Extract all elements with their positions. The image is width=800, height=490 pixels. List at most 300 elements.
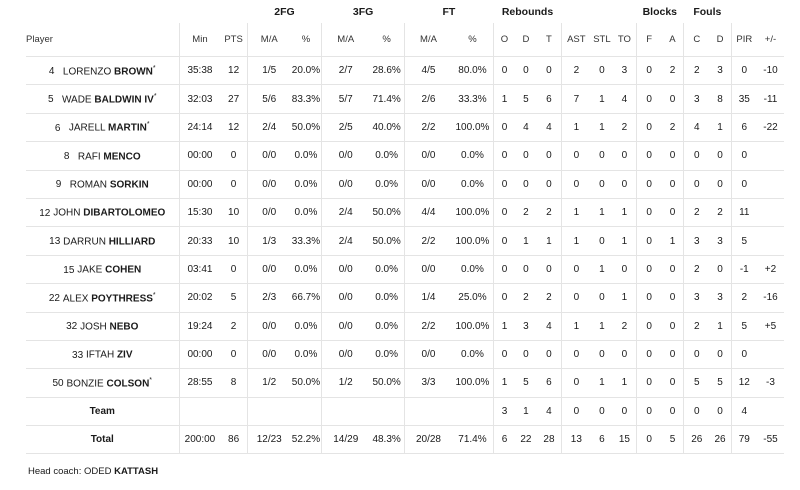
team-stat-fd: 0	[709, 397, 731, 425]
stat-a: 0	[662, 198, 684, 226]
stat-pts: 10	[220, 227, 247, 255]
team-stat-stl: 0	[591, 397, 614, 425]
col-to: TO	[613, 23, 636, 57]
stat-fg2-ma: 1/3	[247, 227, 290, 255]
stat-c: 2	[684, 255, 710, 283]
player-last-name[interactable]: DIBARTOLOMEO	[83, 207, 166, 219]
team-stat-d: 1	[515, 397, 537, 425]
stat-d: 2	[515, 198, 537, 226]
col-reb-d: D	[515, 23, 537, 57]
stat-to: 0	[613, 142, 636, 170]
stat-fg2-pct: 0.0%	[291, 170, 322, 198]
stat-a: 0	[662, 340, 684, 368]
total-stat-o: 6	[493, 426, 515, 454]
col-ft-pct: %	[452, 23, 493, 57]
stat-ft-ma: 2/6	[404, 85, 452, 113]
player-row	[26, 369, 784, 397]
stat-fg2-ma: 0/0	[247, 312, 290, 340]
player-last-name[interactable]: ZIV	[116, 349, 133, 361]
stat-ft-pct: 80.0%	[452, 57, 493, 85]
stat-ft-ma: 0/0	[404, 255, 452, 283]
stat-c: 2	[684, 57, 710, 85]
stat-fg2-pct: 0.0%	[291, 255, 322, 283]
player-row	[26, 227, 784, 255]
stat-ft-ma: 2/2	[404, 312, 452, 340]
player-cell	[26, 340, 179, 368]
stat-fg3-ma: 1/2	[322, 369, 370, 397]
stat-pts: 0	[220, 340, 247, 368]
stat-pm	[757, 340, 784, 368]
stat-to: 1	[613, 198, 636, 226]
player-first-name: DARRUN	[63, 236, 106, 248]
stat-to: 0	[613, 255, 636, 283]
stat-pm: -3	[757, 369, 784, 397]
stat-to: 2	[613, 113, 636, 141]
total-stat-c: 26	[684, 426, 710, 454]
stat-stl: 0	[591, 284, 614, 312]
player-number: 33	[72, 349, 84, 361]
stat-d: 5	[515, 85, 537, 113]
player-row	[26, 284, 784, 312]
stat-o: 0	[493, 142, 515, 170]
stat-stl: 0	[591, 57, 614, 85]
col-plus-minus: +/-	[757, 23, 784, 57]
player-first-name: JOHN	[53, 207, 81, 219]
stat-stl: 1	[591, 369, 614, 397]
player-cell	[26, 369, 179, 397]
stat-t: 1	[537, 227, 562, 255]
stat-pts: 0	[220, 142, 247, 170]
stat-pts: 8	[220, 369, 247, 397]
stat-d: 1	[515, 227, 537, 255]
stat-fg2-pct: 0.0%	[291, 340, 322, 368]
player-first-name: IFTAH	[86, 349, 115, 361]
starter-marker: *	[146, 121, 150, 129]
stat-d: 0	[515, 57, 537, 85]
stat-fg3-pct: 0.0%	[369, 284, 404, 312]
stat-f: 0	[636, 57, 662, 85]
stat-c: 4	[684, 113, 710, 141]
stat-o: 1	[493, 85, 515, 113]
stat-stl: 1	[591, 312, 614, 340]
player-last-name[interactable]: HILLIARD	[108, 236, 156, 248]
team-stat-ft-ma	[404, 397, 452, 425]
stat-pm	[757, 142, 784, 170]
player-number: 15	[63, 264, 75, 276]
stat-fg3-ma: 5/7	[322, 85, 370, 113]
stat-f: 0	[636, 142, 662, 170]
stat-o: 0	[493, 170, 515, 198]
player-first-name: ALEX	[62, 292, 89, 304]
player-cell	[26, 227, 179, 255]
stat-fg3-pct: 0.0%	[369, 340, 404, 368]
stat-c: 3	[684, 227, 710, 255]
stat-d: 0	[515, 142, 537, 170]
stat-f: 0	[636, 113, 662, 141]
player-last-name[interactable]: MARTIN	[108, 122, 147, 134]
stat-to: 1	[613, 284, 636, 312]
player-last-name[interactable]: NEBO	[109, 321, 139, 333]
total-stat-pir: 79	[731, 426, 757, 454]
stat-ast: 0	[562, 369, 591, 397]
stat-fg3-pct: 50.0%	[369, 369, 404, 397]
stat-ft-pct: 100.0%	[452, 369, 493, 397]
player-number: 4	[48, 65, 55, 77]
player-number: 9	[55, 179, 62, 191]
head-coach-last-name: KATTASH	[114, 466, 159, 477]
stat-f: 0	[636, 312, 662, 340]
stat-ft-pct: 100.0%	[452, 312, 493, 340]
stat-pm: +5	[757, 312, 784, 340]
col-3fg-ma: M/A	[322, 23, 370, 57]
stat-fg2-ma: 0/0	[247, 340, 290, 368]
stat-fg2-pct: 0.0%	[291, 198, 322, 226]
stat-fg2-pct: 50.0%	[291, 113, 322, 141]
total-stat-to: 15	[613, 426, 636, 454]
stat-ft-pct: 0.0%	[452, 340, 493, 368]
player-first-name: BONZIE	[66, 378, 104, 390]
player-row	[26, 57, 784, 85]
group-blocks: Blocks	[642, 5, 678, 18]
stat-fd: 8	[709, 85, 731, 113]
stat-t: 0	[537, 142, 562, 170]
player-row	[26, 340, 784, 368]
stat-ast: 1	[562, 227, 591, 255]
total-stat-f: 0	[636, 426, 662, 454]
stat-ast: 0	[562, 340, 591, 368]
player-last-name[interactable]: POYTHRESS	[91, 292, 153, 304]
stat-pts: 12	[220, 113, 247, 141]
stat-fg2-pct: 50.0%	[291, 369, 322, 397]
total-stat-ft-pct: 71.4%	[452, 426, 493, 454]
stat-c: 3	[684, 85, 710, 113]
col-ast: AST	[562, 23, 591, 57]
stat-pm: -10	[757, 57, 784, 85]
player-first-name: JOSH	[80, 321, 107, 333]
stat-o: 1	[493, 369, 515, 397]
stat-ft-ma: 0/0	[404, 340, 452, 368]
stat-stl: 1	[591, 113, 614, 141]
stat-ft-ma: 4/4	[404, 198, 452, 226]
stat-t: 0	[537, 170, 562, 198]
stat-a: 0	[662, 142, 684, 170]
stat-fg2-ma: 1/2	[247, 369, 290, 397]
team-stat-f: 0	[636, 397, 662, 425]
stat-t: 6	[537, 369, 562, 397]
player-last-name[interactable]: MENCO	[103, 151, 141, 163]
team-stat-pm	[757, 397, 784, 425]
player-last-name[interactable]: COLSON	[106, 378, 150, 390]
stat-fg2-ma: 0/0	[247, 255, 290, 283]
stat-pir: 0	[731, 142, 757, 170]
player-number: 50	[52, 378, 64, 390]
stat-fg3-ma: 2/5	[322, 113, 370, 141]
stat-c: 2	[684, 312, 710, 340]
col-stl: STL	[591, 23, 614, 57]
stat-ft-ma: 4/5	[404, 57, 452, 85]
stat-f: 0	[636, 369, 662, 397]
col-blk-a: A	[662, 23, 684, 57]
team-stat-fg2-pct	[291, 397, 322, 425]
stat-ast: 2	[562, 57, 591, 85]
head-coach	[28, 466, 158, 477]
stat-to: 1	[613, 369, 636, 397]
stat-ft-ma: 2/2	[404, 113, 452, 141]
stat-pm: -11	[757, 85, 784, 113]
stat-min: 15:30	[179, 198, 220, 226]
stat-fg3-pct: 0.0%	[369, 170, 404, 198]
stat-c: 0	[684, 340, 710, 368]
total-stat-fg2-ma: 12/23	[247, 426, 290, 454]
stat-t: 2	[537, 198, 562, 226]
stat-fg2-ma: 0/0	[247, 198, 290, 226]
player-cell	[26, 113, 179, 141]
stat-fd: 3	[709, 227, 731, 255]
stat-ast: 0	[562, 255, 591, 283]
stat-pir: 35	[731, 85, 757, 113]
team-label: Team	[26, 397, 179, 425]
stat-pm	[757, 198, 784, 226]
stat-fg3-ma: 0/0	[322, 255, 370, 283]
player-last-name[interactable]: COHEN	[105, 264, 142, 276]
stat-fg3-ma: 2/7	[322, 57, 370, 85]
col-reb-o: O	[493, 23, 515, 57]
total-stat-stl: 6	[591, 426, 614, 454]
col-ft-ma: M/A	[404, 23, 452, 57]
stat-fg3-ma: 0/0	[322, 142, 370, 170]
stat-fd: 0	[709, 255, 731, 283]
stat-fg2-pct: 83.3%	[291, 85, 322, 113]
stat-f: 0	[636, 255, 662, 283]
stat-fg3-pct: 28.6%	[369, 57, 404, 85]
stat-fd: 5	[709, 369, 731, 397]
player-cell	[26, 312, 179, 340]
stat-min: 32:03	[179, 85, 220, 113]
box-score-table	[26, 0, 784, 454]
stat-c: 5	[684, 369, 710, 397]
stat-fd: 2	[709, 198, 731, 226]
total-stat-a: 5	[662, 426, 684, 454]
stat-pm: -16	[757, 284, 784, 312]
stat-min: 03:41	[179, 255, 220, 283]
group-ft: FT	[442, 5, 456, 18]
stat-min: 00:00	[179, 142, 220, 170]
group-2fg: 2FG	[274, 5, 295, 18]
stat-o: 0	[493, 340, 515, 368]
stat-pts: 0	[220, 255, 247, 283]
stat-o: 0	[493, 284, 515, 312]
stat-ft-pct: 0.0%	[452, 170, 493, 198]
stat-o: 0	[493, 198, 515, 226]
stat-a: 0	[662, 170, 684, 198]
column-header-row	[26, 23, 784, 57]
stat-to: 4	[613, 85, 636, 113]
col-2fg-pct: %	[291, 23, 322, 57]
total-row	[26, 426, 784, 454]
stat-ast: 1	[562, 198, 591, 226]
stat-fg3-ma: 0/0	[322, 284, 370, 312]
player-cell	[26, 142, 179, 170]
stat-ft-pct: 33.3%	[452, 85, 493, 113]
player-first-name: LORENZO	[62, 65, 112, 77]
stat-t: 0	[537, 340, 562, 368]
stat-pts: 10	[220, 198, 247, 226]
stat-fg3-pct: 50.0%	[369, 198, 404, 226]
team-stat-fg3-pct	[369, 397, 404, 425]
stat-ast: 0	[562, 142, 591, 170]
stat-ft-pct: 100.0%	[452, 227, 493, 255]
team-row	[26, 397, 784, 425]
col-2fg-ma: M/A	[247, 23, 290, 57]
head-coach-label: Head coach:	[28, 466, 82, 477]
col-fouls-d: D	[709, 23, 731, 57]
stat-ft-ma: 1/4	[404, 284, 452, 312]
player-row	[26, 113, 784, 141]
stat-t: 2	[537, 284, 562, 312]
stat-fg2-pct: 0.0%	[291, 142, 322, 170]
stat-fd: 1	[709, 312, 731, 340]
stat-ast: 1	[562, 113, 591, 141]
stat-c: 2	[684, 198, 710, 226]
stat-d: 0	[515, 170, 537, 198]
stat-fg2-ma: 2/3	[247, 284, 290, 312]
stat-a: 2	[662, 113, 684, 141]
stat-fg2-ma: 0/0	[247, 142, 290, 170]
stat-c: 0	[684, 142, 710, 170]
stat-ft-ma: 2/2	[404, 227, 452, 255]
stat-fg3-pct: 0.0%	[369, 312, 404, 340]
team-stat-o: 3	[493, 397, 515, 425]
team-stat-a: 0	[662, 397, 684, 425]
stat-o: 0	[493, 227, 515, 255]
head-coach-first-name: ODED	[83, 466, 112, 477]
stat-fd: 3	[709, 284, 731, 312]
stat-stl: 1	[591, 198, 614, 226]
starter-marker: *	[149, 376, 153, 384]
stat-min: 20:33	[179, 227, 220, 255]
stat-f: 0	[636, 85, 662, 113]
player-number: 8	[63, 151, 70, 163]
stat-fg2-ma: 5/6	[247, 85, 290, 113]
stat-fd: 0	[709, 142, 731, 170]
stat-c: 3	[684, 284, 710, 312]
stat-pir: 0	[731, 57, 757, 85]
stat-f: 0	[636, 170, 662, 198]
stat-fg2-pct: 66.7%	[291, 284, 322, 312]
stat-fg3-pct: 0.0%	[369, 255, 404, 283]
stat-fg2-pct: 33.3%	[291, 227, 322, 255]
team-stat-ast: 0	[562, 397, 591, 425]
stat-a: 0	[662, 312, 684, 340]
stat-to: 1	[613, 227, 636, 255]
stat-to: 2	[613, 312, 636, 340]
col-pir: PIR	[731, 23, 757, 57]
stat-fd: 3	[709, 57, 731, 85]
stat-d: 0	[515, 255, 537, 283]
stat-to: 0	[613, 340, 636, 368]
starter-marker: *	[153, 92, 157, 100]
team-stat-t: 4	[537, 397, 562, 425]
stat-fg3-pct: 0.0%	[369, 142, 404, 170]
player-number: 13	[49, 236, 61, 248]
stat-fd: 0	[709, 340, 731, 368]
stat-t: 6	[537, 85, 562, 113]
player-last-name[interactable]: BROWN	[114, 65, 153, 77]
stat-pir: 5	[731, 312, 757, 340]
stat-pts: 27	[220, 85, 247, 113]
col-3fg-pct: %	[369, 23, 404, 57]
player-cell	[26, 198, 179, 226]
team-stat-fg2-ma	[247, 397, 290, 425]
col-min: Min	[179, 23, 220, 57]
stat-min: 20:02	[179, 284, 220, 312]
stat-stl: 0	[591, 340, 614, 368]
stat-ft-ma: 0/0	[404, 142, 452, 170]
stat-to: 0	[613, 170, 636, 198]
stat-ast: 7	[562, 85, 591, 113]
stat-fg3-pct: 40.0%	[369, 113, 404, 141]
stat-pm	[757, 227, 784, 255]
stat-t: 0	[537, 57, 562, 85]
stat-a: 0	[662, 284, 684, 312]
stat-o: 0	[493, 113, 515, 141]
stat-ast: 1	[562, 312, 591, 340]
stat-o: 0	[493, 57, 515, 85]
stat-pir: 12	[731, 369, 757, 397]
stat-stl: 1	[591, 255, 614, 283]
stat-d: 3	[515, 312, 537, 340]
stat-f: 0	[636, 284, 662, 312]
team-stat-min	[179, 397, 220, 425]
player-number: 6	[54, 122, 61, 134]
stat-min: 28:55	[179, 369, 220, 397]
player-number: 22	[48, 292, 60, 304]
total-stat-min: 200:00	[179, 426, 220, 454]
stat-ft-pct: 25.0%	[452, 284, 493, 312]
player-first-name: WADE	[61, 94, 92, 106]
stat-fg3-ma: 0/0	[322, 340, 370, 368]
player-cell	[26, 57, 179, 85]
player-last-name[interactable]: SORKIN	[109, 179, 149, 191]
stat-fg3-pct: 50.0%	[369, 227, 404, 255]
player-cell	[26, 255, 179, 283]
col-fouls-c: C	[684, 23, 710, 57]
stat-fg2-ma: 1/5	[247, 57, 290, 85]
stat-stl: 0	[591, 227, 614, 255]
stat-a: 2	[662, 57, 684, 85]
stat-pir: 11	[731, 198, 757, 226]
stat-ast: 0	[562, 284, 591, 312]
stat-pts: 12	[220, 57, 247, 85]
total-stat-t: 28	[537, 426, 562, 454]
total-stat-fg3-ma: 14/29	[322, 426, 370, 454]
stat-d: 2	[515, 284, 537, 312]
col-blk-f: F	[636, 23, 662, 57]
player-last-name[interactable]: BALDWIN IV	[94, 94, 154, 106]
stat-pir: -1	[731, 255, 757, 283]
team-stat-ft-pct	[452, 397, 493, 425]
stat-fg3-ma: 2/4	[322, 198, 370, 226]
total-stat-pm: -55	[757, 426, 784, 454]
player-row	[26, 312, 784, 340]
player-number: 12	[39, 207, 51, 219]
total-stat-ast: 13	[562, 426, 591, 454]
player-cell	[26, 85, 179, 113]
stat-t: 4	[537, 113, 562, 141]
stat-pir: 6	[731, 113, 757, 141]
stat-f: 0	[636, 198, 662, 226]
group-header-row	[26, 0, 784, 23]
